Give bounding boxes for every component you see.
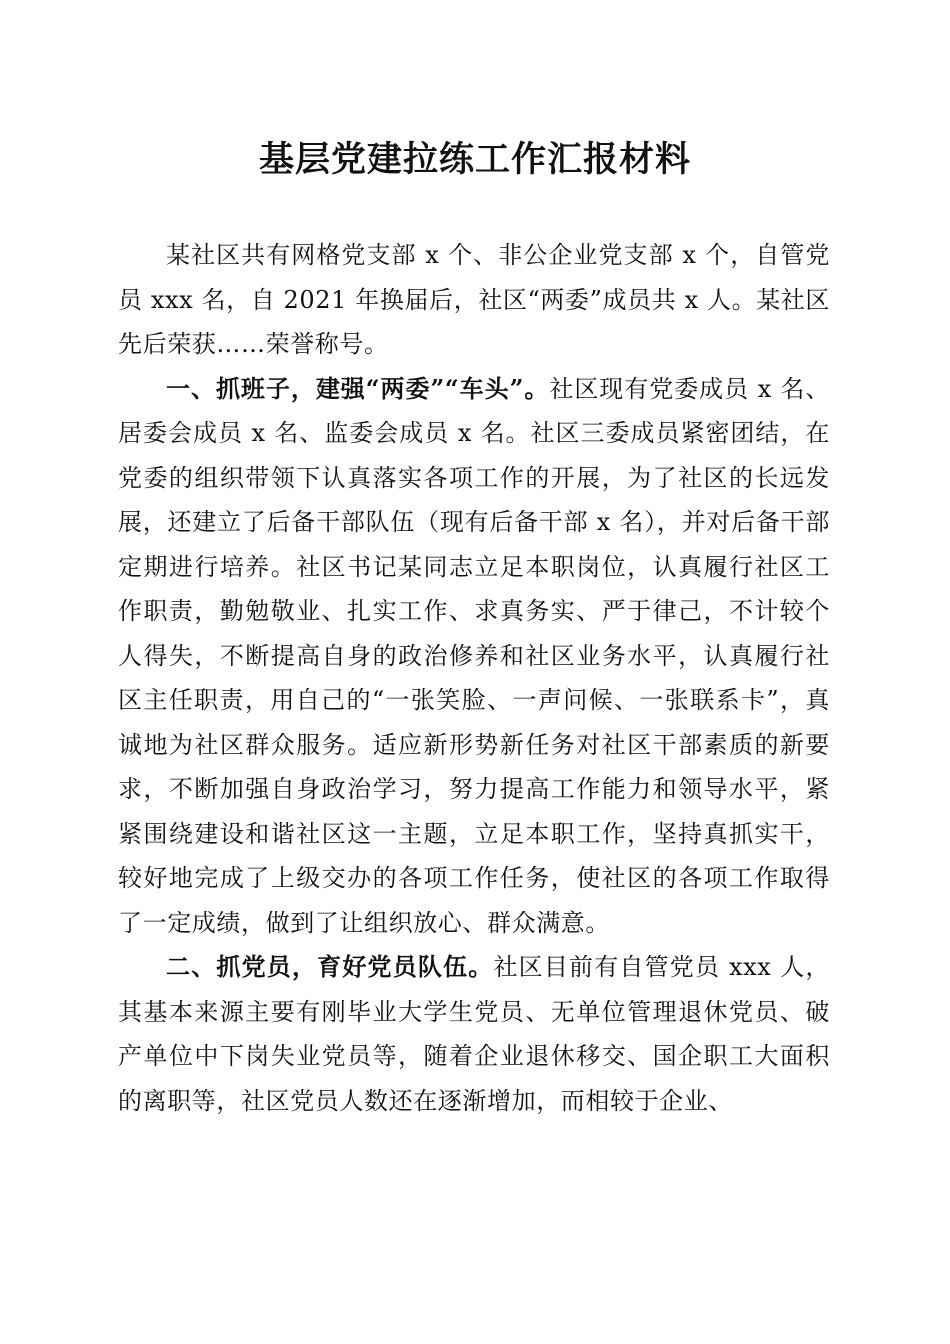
section-heading-1: 一、抓班子，建强“两委”“车头”。	[166, 373, 550, 403]
section-text-1: 社区现有党委成员 x 名、居委会成员 x 名、监委会成员 x 名。社区三委成员紧密团结，在党委的组织带领下认真落实各项工作的开展，为了社区的长远发展，还建立了后备干部队伍（现有后备干部 x 名），并对后备干部定期进行培养。社区书记某同志立足本职岗位，认真履行社区工作职责，勤勉敬业、扎实工作、求真务实、严于律己，不计较个人得失，不断提高自身的政治修养和社区业务水平，认真履行社区主任职责，用自己的“一张笑脸、一声问候、一张联系卡”，真诚地为社区群众服务。适应新形势新任务对社区干部素质的新要求，不断加强自身政治学习，努力提高工作能力和领导水平，紧紧围绕建设和谐社区这一主题，立足本职工作，坚持真抓实干，较好地完成了上级交办的各项工作任务，使社区的各项工作取得了一定成绩，做到了让组织放心、群众满意。	[118, 374, 831, 937]
section-paragraph-1	[118, 367, 830, 946]
section-heading-2: 二、抓党员，育好党员队伍。	[166, 952, 494, 981]
section-paragraph-2	[118, 945, 830, 1123]
document-title: 基层党建拉练工作汇报材料	[258, 139, 691, 180]
section-text-2: 社区目前有自管党员 xxx 人，其基本来源主要有刚毕业大学生党员、无单位管理退休党员、破产单位中下岗失业党员等，随着企业退休移交、国企职工大面积的离职等，社区党员人数还在逐渐增加，而相较于企业、	[118, 953, 830, 1115]
document-body	[118, 233, 830, 1123]
intro-paragraph: 某社区共有网格党支部 x 个、非公企业党支部 x 个，自管党员 xxx 名，自 2021 年换届后，社区“两委”成员共 x 人。某社区先后荣获……荣誉称号。	[118, 241, 830, 358]
